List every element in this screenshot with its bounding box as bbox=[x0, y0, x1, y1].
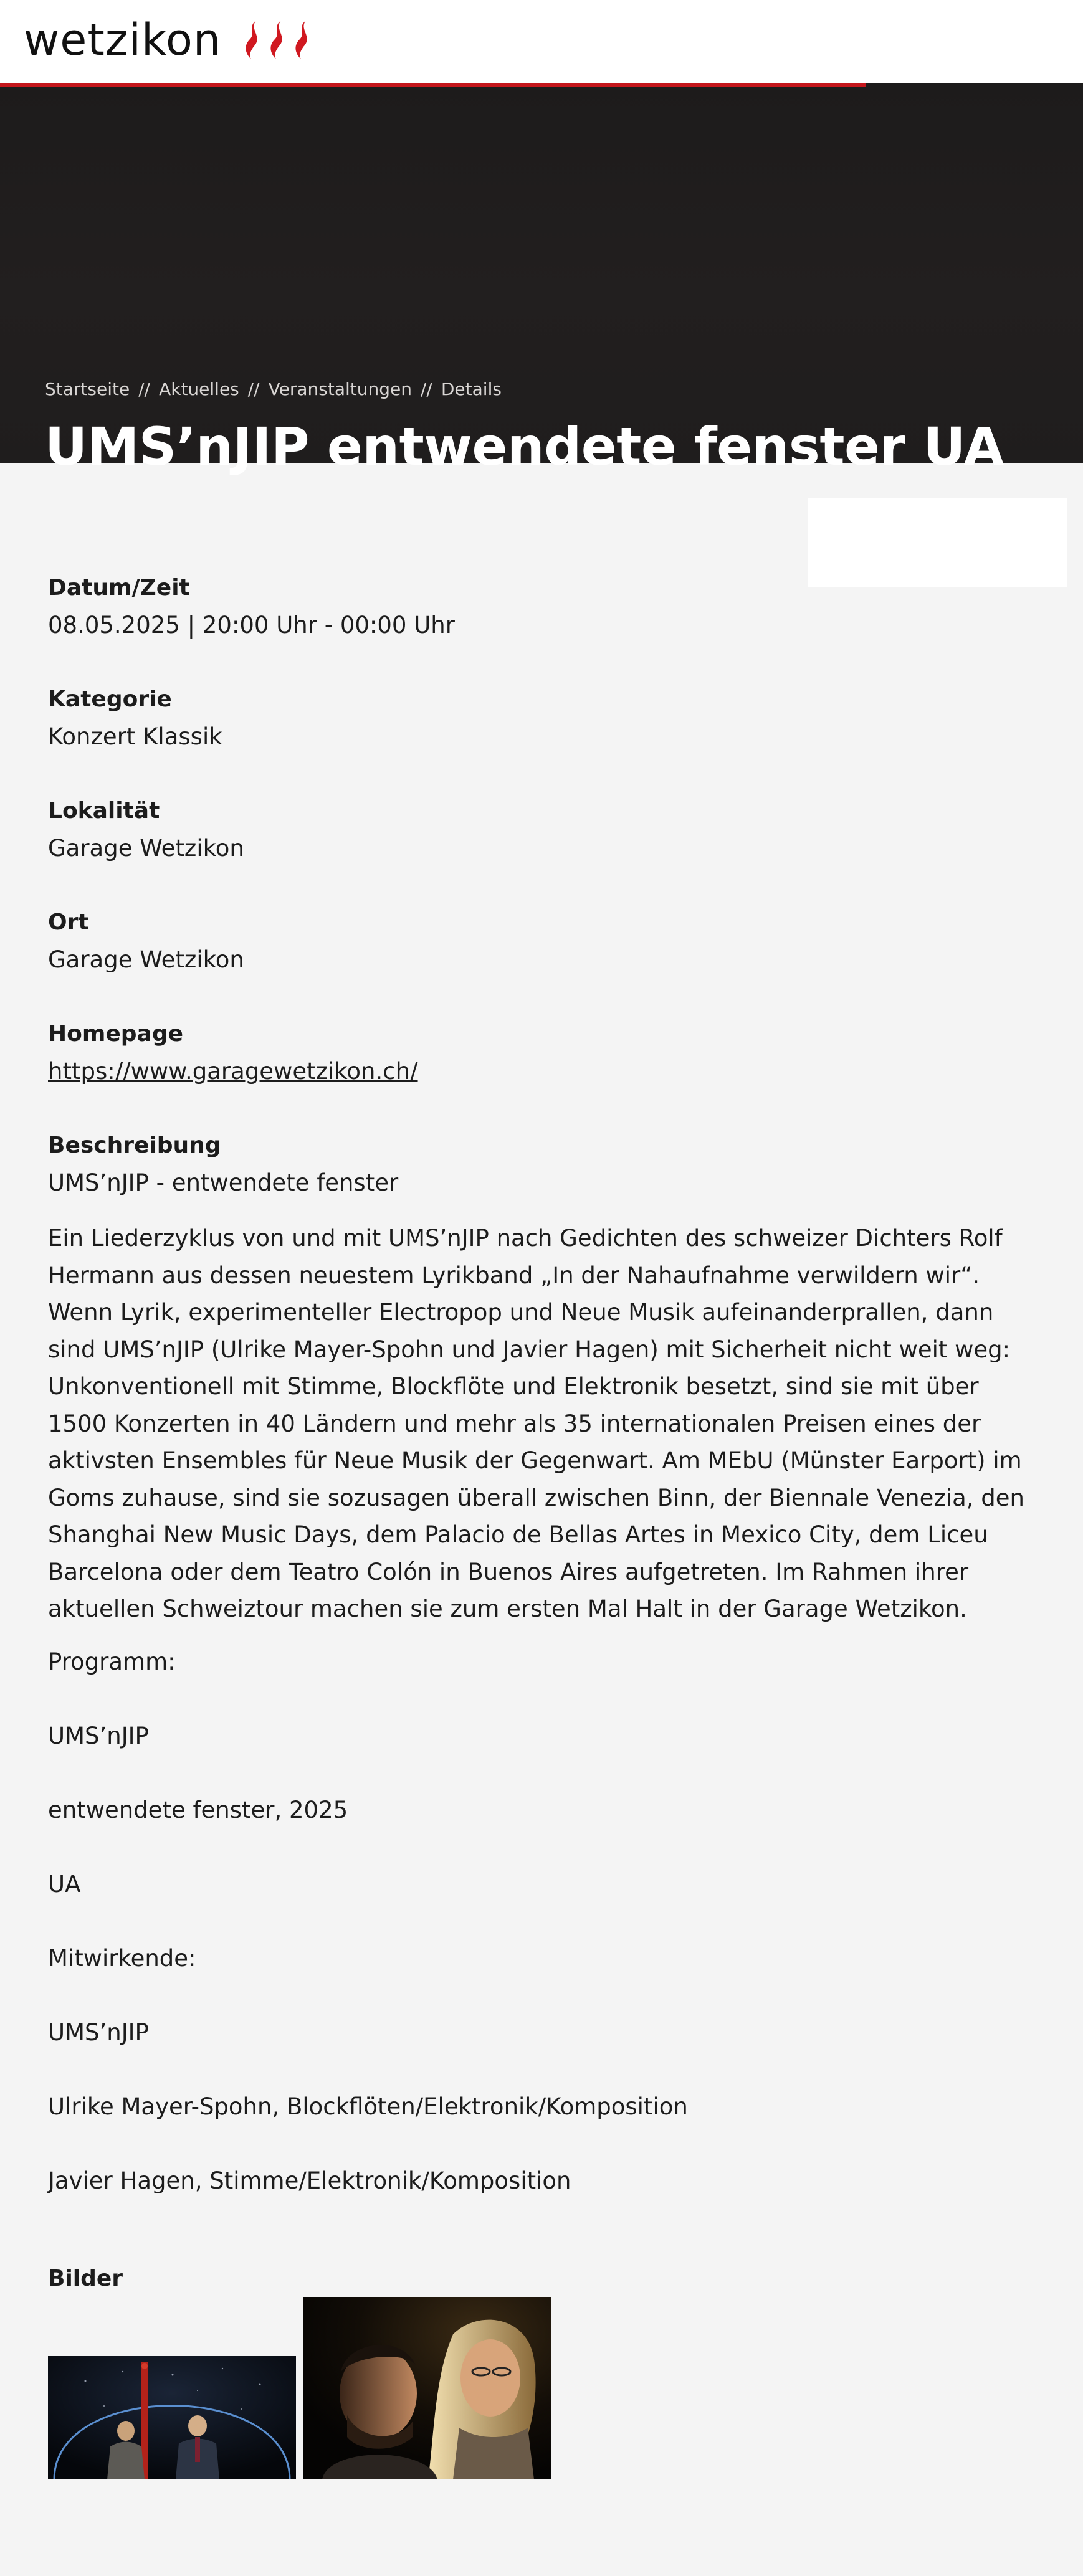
programm-work: entwendete fenster, 2025 bbox=[48, 1797, 348, 1823]
mitwirkende-heading: Mitwirkende: bbox=[48, 1945, 196, 1972]
mitwirkende-ulrike: Ulrike Mayer-Spohn, Blockflöten/Elektronik/Komposition bbox=[48, 2093, 688, 2120]
beschreibung-value: UMS’nJIP - entwendete fenster bbox=[48, 1169, 399, 1196]
kategorie-value: Konzert Klassik bbox=[48, 723, 222, 750]
homepage-field bbox=[48, 1017, 418, 1091]
datum-label: Datum/Zeit bbox=[48, 575, 190, 601]
homepage-link[interactable]: https://www.garagewetzikon.ch/ bbox=[48, 1058, 418, 1085]
programm-artist: UMS’nJIP bbox=[48, 1723, 149, 1749]
hero-banner bbox=[0, 83, 1083, 477]
breadcrumb-separator: // bbox=[421, 379, 432, 399]
datum-field bbox=[48, 571, 455, 645]
programm-heading: Programm: bbox=[48, 1648, 176, 1675]
beschreibung-field bbox=[48, 1128, 398, 1203]
ort-label: Ort bbox=[48, 910, 89, 935]
lokalitaet-field bbox=[48, 794, 244, 868]
site-header bbox=[0, 0, 1083, 83]
description-paragraph: Ein Liederzyklus von und mit UMS’nJIP nach Gedichten des schweizer Dichters Rolf Hermann aus dessen neuestem Lyrikband „In der Nahaufnahme verwildern wir“. Wenn Lyrik, experimenteller Electropop und Neue Musik aufeinanderprallen, dann sind UMS’nJIP (Ulrike Mayer-Spohn und Javier Hagen) mit Sicherheit nicht weit weg: Unkonventionell mit Stimme, Blockflöte und Elektronik besetzt, sind sie mit über 1500 Konzerten in 40 Ländern und mehr als 35 internationalen Preisen eines der aktivsten Ensembles für Neue Musik der Gegenwart. Am MEbU (Münster Earport) im Goms zuhause, sind sie sozusagen überall zwischen Binn, der Biennale Venezia, den Shanghai New Music Days, dem Palacio de Bellas Artes in Mexico City, dem Liceu Barcelona oder dem Teatro Colón in Buenos Aires aufgetreten. Im Rahmen ihrer aktuellen Schweiztour machen sie zum ersten Mal Halt in der Garage Wetzikon. bbox=[48, 1225, 1024, 1622]
breadcrumb-veranstaltungen[interactable]: Veranstaltungen bbox=[268, 379, 412, 399]
duo-portrait-photo[interactable] bbox=[303, 2297, 551, 2479]
breadcrumb-separator: // bbox=[138, 379, 151, 399]
breadcrumb bbox=[45, 379, 502, 399]
page-title: UMS’nJIP entwendete fenster UA bbox=[45, 416, 1004, 477]
header-accent-line bbox=[0, 83, 866, 87]
breadcrumb-startseite[interactable]: Startseite bbox=[45, 379, 130, 399]
kategorie-label: Kategorie bbox=[48, 687, 172, 712]
sidebar-box bbox=[808, 498, 1067, 587]
ort-value: Garage Wetzikon bbox=[48, 946, 244, 973]
lokalitaet-label: Lokalität bbox=[48, 798, 160, 824]
programm-premiere: UA bbox=[48, 1871, 81, 1898]
datum-value: 08.05.2025 | 20:00 Uhr - 00:00 Uhr bbox=[48, 612, 455, 639]
mitwirkende-ensemble: UMS’nJIP bbox=[48, 2019, 149, 2046]
homepage-label: Homepage bbox=[48, 1021, 184, 1047]
kategorie-field bbox=[48, 682, 222, 757]
breadcrumb-separator: // bbox=[247, 379, 260, 399]
logo-wordmark: wetzikon bbox=[24, 14, 222, 65]
ort-field bbox=[48, 905, 244, 980]
gallery-heading: Bilder bbox=[48, 2266, 123, 2291]
performance-stage-photo[interactable] bbox=[48, 2356, 296, 2479]
beschreibung-label: Beschreibung bbox=[48, 1133, 221, 1158]
site-logo[interactable] bbox=[24, 15, 320, 65]
three-red-flames-icon bbox=[242, 18, 320, 62]
mitwirkende-javier: Javier Hagen, Stimme/Elektronik/Komposition bbox=[48, 2167, 571, 2194]
lokalitaet-value: Garage Wetzikon bbox=[48, 835, 244, 862]
breadcrumb-details: Details bbox=[441, 379, 502, 399]
breadcrumb-aktuelles[interactable]: Aktuelles bbox=[159, 379, 239, 399]
